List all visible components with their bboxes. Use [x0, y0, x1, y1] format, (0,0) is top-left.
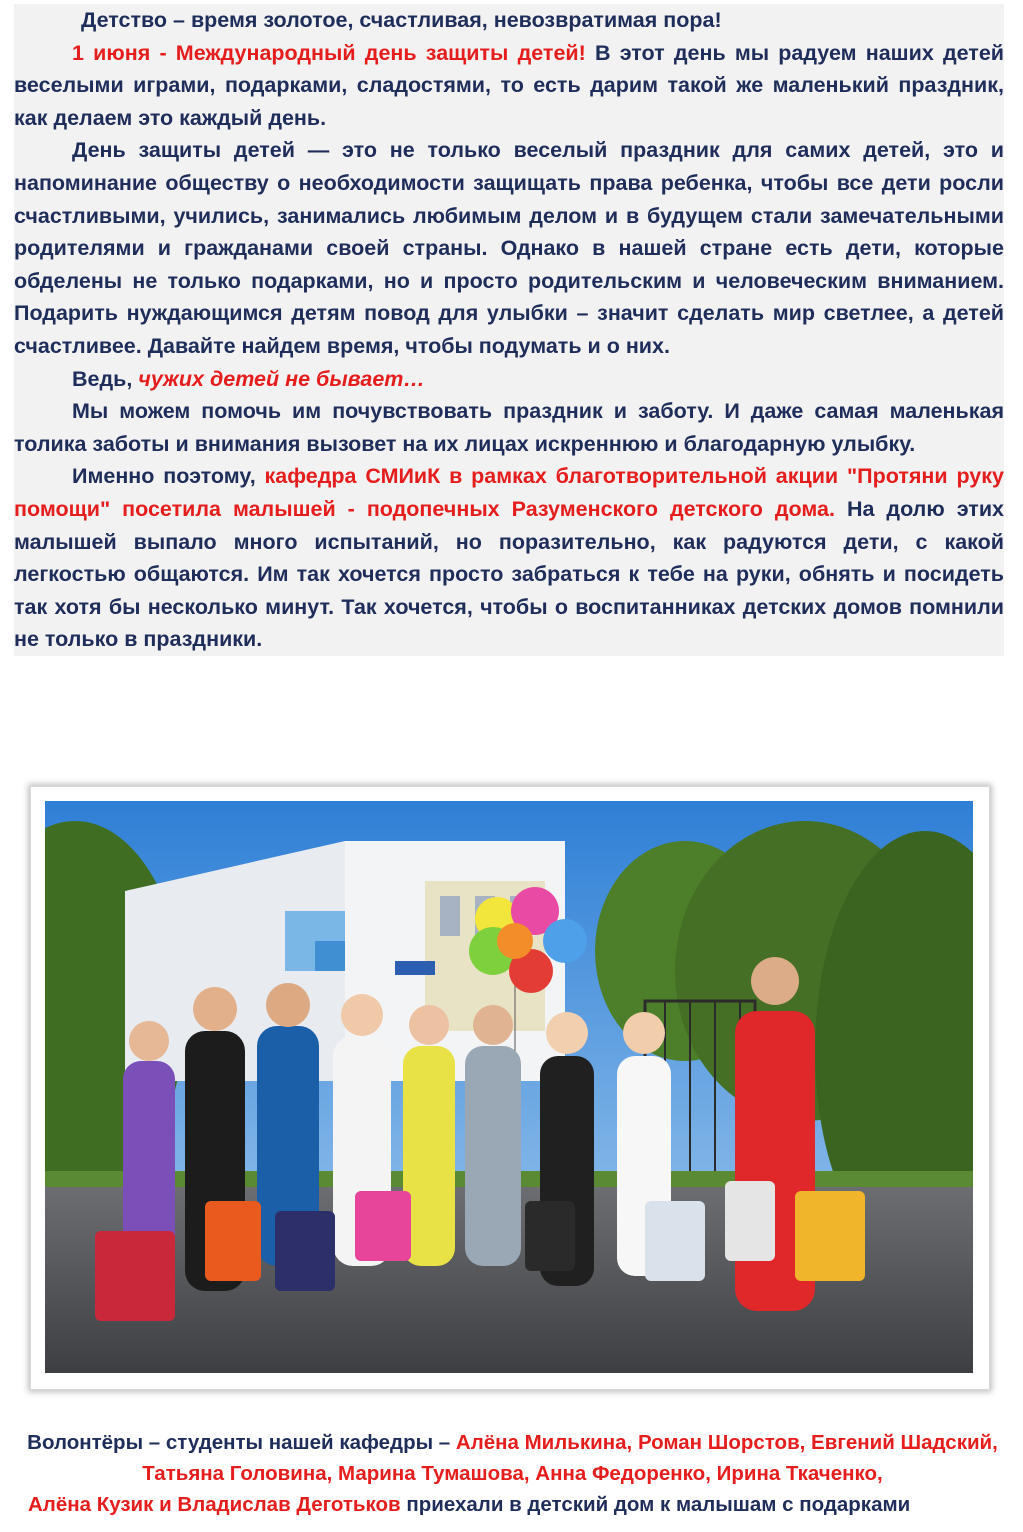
- paragraph-text: Ведь,: [72, 366, 139, 391]
- article-paragraph-protection: День защиты детей — это не только веселый праздник для самих детей, это и напоминание обществу о необходимости защищать права ребенка, чтобы все дети росли счастливыми, учились, занимались любимым делом и в будущем стали замечательными родителями и гражданами своей страны. Однако в нашей стране есть дети, которые обделены не только подарками, но и просто родительским и человеческим вниманием. Подарить нуждающимся детям повод для улыбки – значит сделать мир светлее, а детей счастливее. Давайте найдем время, чтобы подумать и о них.: [14, 138, 1004, 358]
- paragraph-text: Именно поэтому,: [72, 464, 265, 489]
- article-paragraph-no-strangers: [14, 363, 1004, 396]
- highlight-charity-action: кафедра СМИиК в рамках благотворительной акции "Протяни руку помощи" посетила малышей - подопечных Разуменского детского дома.: [14, 464, 1004, 521]
- group-photo-illustration: [45, 801, 973, 1373]
- highlight-no-strangers: чужих детей не бывает…: [138, 366, 425, 391]
- article-paragraph-help: Мы можем помочь им почувствовать праздник и заботу. И даже самая маленькая толика заботы и внимания вызовет на их лицах искреннюю и благодарную улыбку.: [14, 399, 1004, 456]
- article-intro-line: Детство – время золотое, счастливая, невозвратимая пора!: [81, 8, 722, 32]
- caption-text: приехали в детский дом к малышам с подарками: [400, 1493, 911, 1516]
- article-text: [14, 4, 1004, 656]
- article-paragraph-visit: [14, 460, 1004, 656]
- highlight-june-1: 1 июня - Международный день защиты детей!: [72, 40, 586, 65]
- caption-last-line: [20, 1489, 1005, 1520]
- photo-caption: [20, 1427, 1005, 1520]
- volunteer-names: Алёна Милькина, Роман Шорстов, Евгений Шадский, Татьяна Головина, Марина Тумашова, Анна Федоренко, Ирина Ткаченко,: [142, 1431, 998, 1485]
- volunteer-names-last: Алёна Кузик и Владислав Деготьков: [28, 1493, 401, 1516]
- group-photo: [45, 801, 973, 1373]
- caption-text: Волонтёры – студенты нашей кафедры –: [27, 1431, 456, 1454]
- paragraph-text: В этот день мы радуем наших детей веселыми играми, подарками, сладостями, то есть дарим такой же маленький праздник, как делаем это каждый день.: [14, 40, 1004, 130]
- paragraph-text: На долю этих малышей выпало много испытаний, но поразительно, как радуются дети, с какой легкостью общаются. Им так хочется просто забраться к тебе на руки, обнять и посидеть так хотя бы несколько минут. Так хочется, чтобы о воспитанниках детских домов помнили не только в праздники.: [14, 496, 1004, 652]
- photo-frame: [30, 786, 990, 1390]
- article-paragraph-children-day: [14, 37, 1004, 135]
